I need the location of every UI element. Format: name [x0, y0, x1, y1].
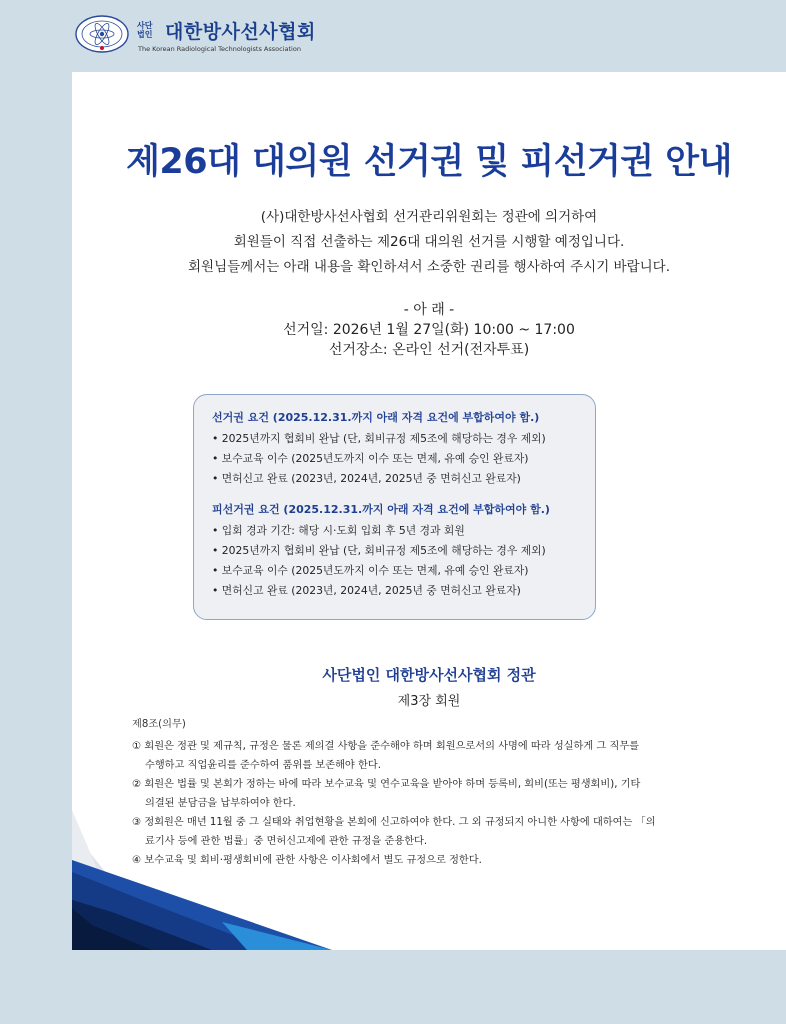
candidacy-requirement-item: • 보수교육 이수 (2025년도까지 이수 또는 면제, 유예 승인 완료자) — [212, 564, 529, 577]
vote-requirement-item: • 2025년까지 협회비 완납 (단, 회비규정 제5조에 해당하는 경우 제외) — [212, 432, 546, 445]
statute-clause: 의결된 분담금을 납부하여야 한다. — [145, 798, 296, 809]
statute-clause: ③ 정회원은 매년 11월 중 그 실태와 취업현황을 본회에 신고하여야 한다. 그 외 규정되지 아니한 사항에 대하여는 「의 — [132, 817, 656, 828]
org-prefix: 사단 법인 — [137, 21, 153, 39]
header — [0, 0, 786, 72]
election-details — [72, 300, 786, 360]
statute-clause: ④ 보수교육 및 회비·평생회비에 관한 사항은 이사회에서 별도 규정으로 정한다. — [132, 855, 482, 866]
intro-line: 회원들이 직접 선출하는 제26대 대의원 선거를 시행할 예정입니다. — [233, 234, 625, 250]
org-name-english: The Korean Radiological Technologists Association — [138, 45, 301, 53]
statute-clause: 수행하고 직업윤리를 준수하여 품위를 보존해야 한다. — [145, 760, 381, 771]
vote-requirement-item: • 보수교육 이수 (2025년도까지 이수 또는 면제, 유예 승인 완료자) — [212, 452, 529, 465]
candidacy-requirement-item: • 입회 경과 기간: 해당 시·도회 입회 후 5년 경과 회원 — [212, 524, 465, 537]
statute-article: 제8조(의무) — [132, 719, 186, 730]
vote-requirement-item: • 면허신고 완료 (2023년, 2024년, 2025년 중 면허신고 완료자) — [212, 472, 521, 485]
intro-line: 회원님들께서는 아래 내용을 확인하셔서 소중한 권리를 행사하여 주시기 바랍니다. — [187, 259, 670, 275]
association-emblem-icon — [75, 15, 129, 53]
arae-label: - 아 래 - — [403, 302, 455, 318]
requirements-box — [193, 394, 596, 620]
election-date: 선거일: 2026년 1월 27일(화) 10:00 ~ 17:00 — [283, 322, 575, 338]
candidacy-requirements-heading: 피선거권 요건 (2025.12.31.까지 아래 자격 요건에 부합하여야 함.) — [212, 503, 550, 516]
org-name: 대한방사선사협회 — [165, 21, 316, 43]
vote-requirements-heading: 선거권 요건 (2025.12.31.까지 아래 자격 요건에 부합하여야 함.) — [212, 411, 540, 424]
intro-paragraph — [72, 205, 786, 280]
statute-title: 사단법인 대한방사선사협회 정관 — [322, 666, 536, 684]
notice-card — [72, 72, 786, 950]
candidacy-requirement-item: • 면허신고 완료 (2023년, 2024년, 2025년 중 면허신고 완료자) — [212, 584, 521, 597]
page-title: 제26대 대의원 선거권 및 피선거권 안내 — [126, 142, 732, 182]
election-place: 선거장소: 온라인 선거(전자투표) — [328, 342, 530, 358]
candidacy-requirement-item: • 2025년까지 협회비 완납 (단, 회비규정 제5조에 해당하는 경우 제외) — [212, 544, 546, 557]
statute-clause: ② 회원은 법률 및 본회가 정하는 바에 따라 보수교육 및 연수교육을 받아야 하며 등록비, 회비(또는 평생회비), 기타 — [132, 779, 641, 790]
statute-clause: 료기사 등에 관한 법률」중 면허신고제에 관한 규정을 준용한다. — [145, 836, 428, 847]
statute-clause: ① 회원은 정관 및 제규칙, 규정은 물론 제의결 사항을 준수해야 하며 회원으로서의 사명에 따라 성실하게 그 직무를 — [132, 741, 640, 752]
intro-line: (사)대한방사선사협회 선거관리위원회는 정관에 의거하여 — [260, 209, 598, 225]
statute-chapter: 제3장 회원 — [397, 694, 461, 709]
